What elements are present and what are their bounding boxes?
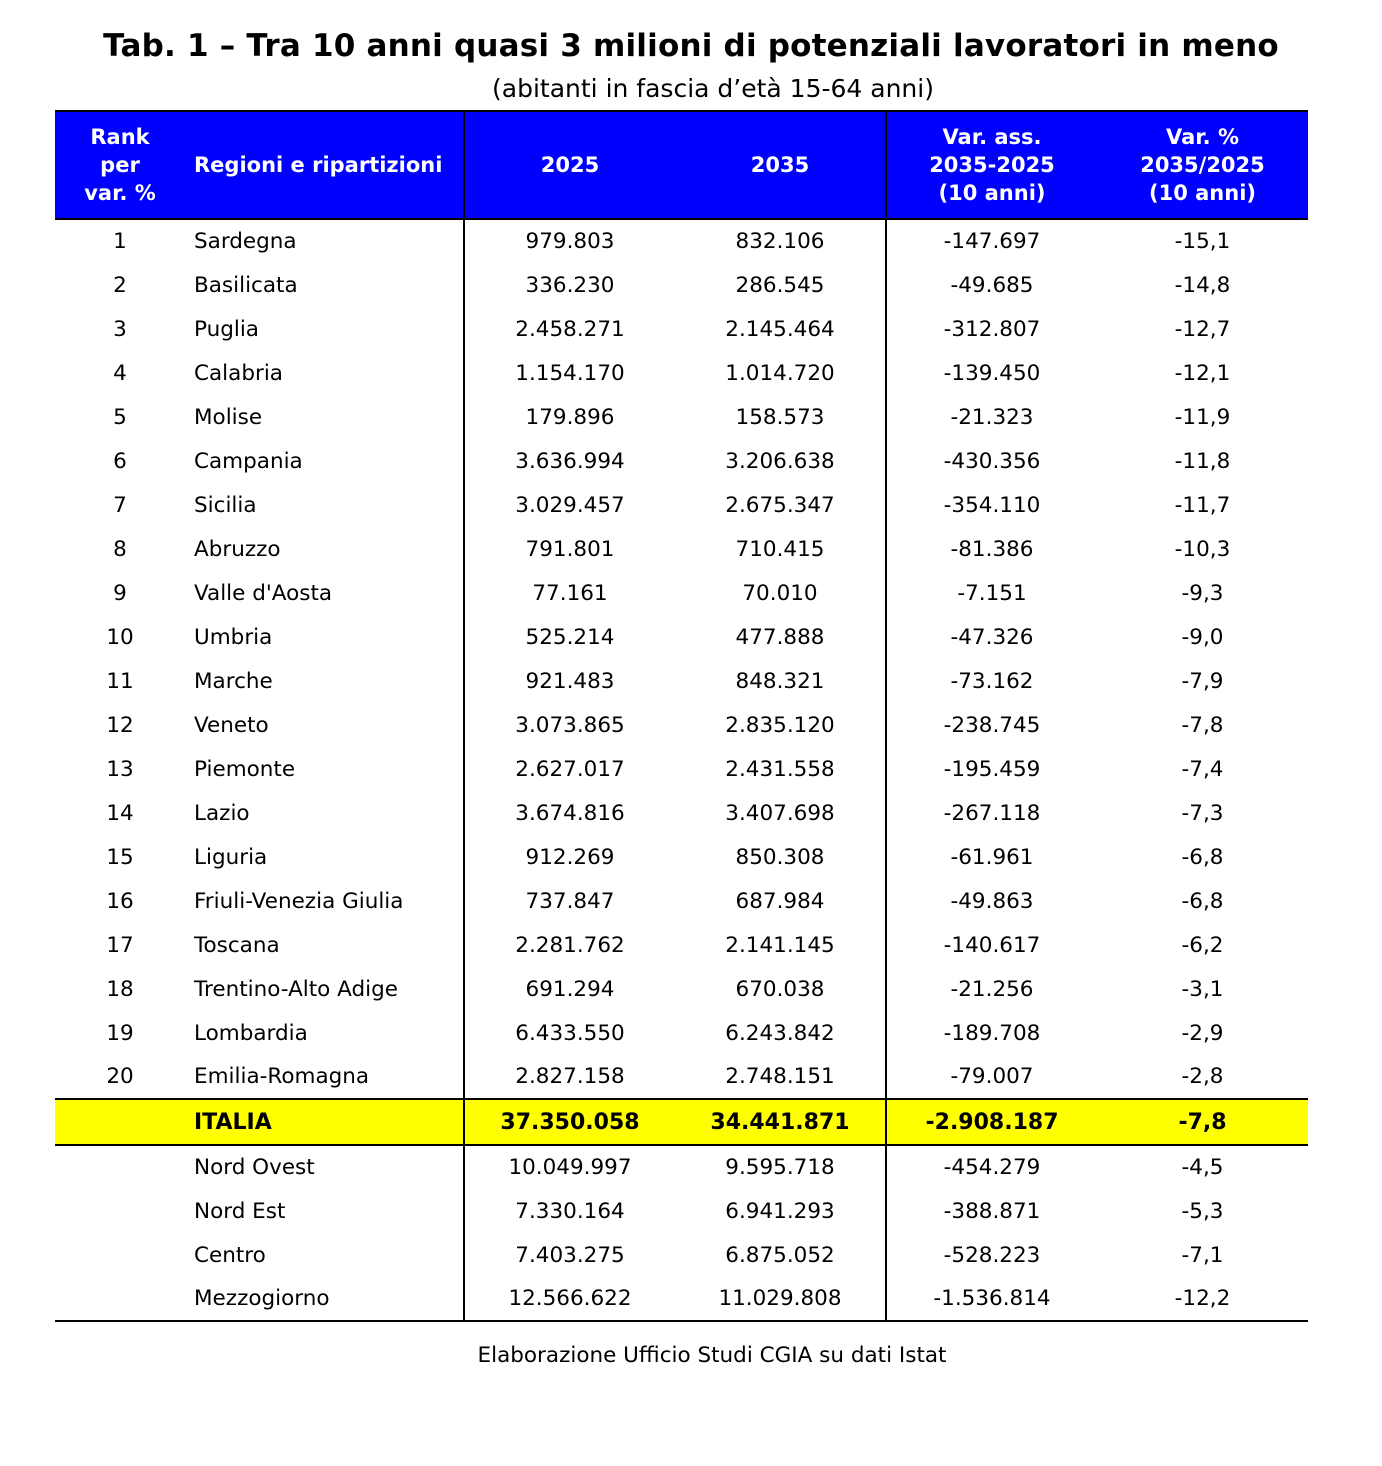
- var-abs-cell: -147.697: [943, 229, 1041, 254]
- value-2025-cell: 912.269: [525, 844, 615, 870]
- region-cell: Puglia: [185, 307, 464, 351]
- var-pct-cell: -11,7: [1174, 492, 1231, 518]
- table-row: [55, 1055, 1308, 1099]
- var-pct-cell: -6,8: [1181, 888, 1224, 914]
- value-2025-cell: 77.161: [532, 580, 608, 606]
- region-cell: Molise: [185, 395, 464, 439]
- value-2035-cell: 3.206.638: [675, 439, 886, 483]
- var-abs-cell: -454.279: [943, 1155, 1041, 1180]
- rank-cell: [55, 1189, 185, 1233]
- region-cell: Veneto: [185, 703, 464, 747]
- value-2035-cell: 1.014.720: [675, 351, 886, 395]
- header-var-abs: [886, 111, 1097, 219]
- var-pct-cell: -6,8: [1181, 844, 1224, 870]
- region-cell: Nord Ovest: [185, 1145, 464, 1189]
- subtotal-row: [55, 1189, 1308, 1233]
- data-table: [55, 110, 1308, 1322]
- value-2025-cell: 921.483: [525, 668, 615, 694]
- header-var-abs-line2: 2035-2025: [929, 153, 1055, 177]
- var-abs-cell: -528.223: [943, 1242, 1041, 1268]
- rank-cell: 18: [106, 976, 134, 1002]
- rank-cell: 17: [106, 932, 134, 958]
- region-cell: Mezzogiorno: [185, 1277, 464, 1321]
- var-pct-cell: -11,9: [1174, 404, 1231, 430]
- var-pct-cell: -9,0: [1181, 624, 1224, 650]
- region-cell: Marche: [185, 659, 464, 703]
- var-pct-cell: -6,2: [1181, 932, 1224, 958]
- table-row: [55, 395, 1308, 439]
- value-2025-cell: 691.294: [525, 976, 615, 1002]
- header-var-pct-line1: Var. %: [1166, 125, 1239, 149]
- rank-cell: [55, 1233, 185, 1277]
- value-2025-cell: 2.627.017: [515, 756, 625, 782]
- rank-cell: 15: [106, 844, 134, 870]
- table-row: [55, 615, 1308, 659]
- var-abs-cell: -21.256: [950, 976, 1034, 1002]
- var-abs-cell: -7.151: [957, 580, 1027, 606]
- region-cell: Trentino-Alto Adige: [185, 967, 464, 1011]
- value-2025-cell: 3.029.457: [515, 492, 625, 518]
- var-abs-cell: -2.908.187: [886, 1099, 1097, 1145]
- var-pct-cell: -7,9: [1181, 668, 1224, 694]
- header-rank-line2: per: [100, 153, 140, 177]
- rank-cell: 16: [106, 888, 134, 914]
- var-abs-cell: -267.118: [943, 800, 1041, 826]
- table-row: [55, 791, 1308, 835]
- var-abs-cell: -81.386: [950, 536, 1034, 562]
- var-pct-cell: -2,8: [1181, 1064, 1224, 1089]
- region-cell: Sicilia: [185, 483, 464, 527]
- value-2035-cell: 850.308: [675, 835, 886, 879]
- var-pct-cell: -2,9: [1181, 1020, 1224, 1046]
- value-2025-cell: 7.403.275: [515, 1242, 625, 1268]
- var-abs-cell: -79.007: [950, 1064, 1034, 1089]
- value-2035-cell: 286.545: [675, 263, 886, 307]
- value-2035-cell: 687.984: [675, 879, 886, 923]
- source-note: Elaborazione Ufficio Studi CGIA su dati Istat: [477, 1343, 947, 1368]
- region-cell: Basilicata: [185, 263, 464, 307]
- var-pct-cell: -10,3: [1174, 536, 1231, 562]
- region-cell: Sardegna: [185, 219, 464, 263]
- value-2025-cell: 3.073.865: [515, 712, 625, 738]
- var-abs-cell: -49.685: [950, 272, 1034, 298]
- var-abs-cell: -61.961: [950, 844, 1034, 870]
- value-2025-cell: 3.636.994: [515, 448, 625, 474]
- value-2025-cell: 737.847: [525, 888, 615, 914]
- value-2035-cell: 670.038: [675, 967, 886, 1011]
- value-2025-cell: 6.433.550: [515, 1020, 625, 1046]
- subtotal-row: [55, 1233, 1308, 1277]
- table-row: [55, 263, 1308, 307]
- header-var-pct-line3: (10 anni): [1149, 181, 1256, 205]
- table-row: [55, 747, 1308, 791]
- rank-cell: 6: [113, 448, 127, 474]
- value-2035-cell: 9.595.718: [675, 1145, 886, 1189]
- rank-cell: [55, 1145, 185, 1189]
- var-pct-cell: -12,7: [1174, 316, 1231, 342]
- value-2025-cell: 179.896: [525, 404, 615, 430]
- table-row: [55, 307, 1308, 351]
- rank-cell: 20: [106, 1064, 134, 1089]
- region-cell: Campania: [185, 439, 464, 483]
- rank-cell: 2: [113, 272, 127, 298]
- total-row-italia: [55, 1099, 1308, 1145]
- value-2025-cell: 2.827.158: [515, 1064, 625, 1089]
- var-pct-cell: -5,3: [1181, 1198, 1224, 1224]
- table-row: [55, 439, 1308, 483]
- value-2025-cell: 7.330.164: [515, 1198, 625, 1224]
- value-2035-cell: 2.675.347: [675, 483, 886, 527]
- rank-cell: 9: [113, 580, 127, 606]
- var-abs-cell: -21.323: [950, 404, 1034, 430]
- region-cell: Toscana: [185, 923, 464, 967]
- value-2035-cell: 158.573: [675, 395, 886, 439]
- rank-cell: 5: [113, 404, 127, 430]
- rank-cell: 11: [106, 668, 134, 694]
- region-cell: Centro: [185, 1233, 464, 1277]
- value-2035-cell: 832.106: [675, 219, 886, 263]
- value-2025-cell: 2.281.762: [515, 932, 625, 958]
- value-2025-cell: 979.803: [525, 229, 615, 254]
- table-row: [55, 659, 1308, 703]
- value-2035-cell: 3.407.698: [675, 791, 886, 835]
- header-2025: 2025: [464, 111, 675, 219]
- rank-cell: 7: [113, 492, 127, 518]
- header-row: [55, 111, 1308, 219]
- var-abs-cell: -354.110: [943, 492, 1041, 518]
- header-rank-line3: var. %: [84, 181, 156, 205]
- value-2035-cell: 6.243.842: [675, 1011, 886, 1055]
- header-region: Regioni e ripartizioni: [185, 111, 464, 219]
- region-cell: Liguria: [185, 835, 464, 879]
- header-2035: 2035: [675, 111, 886, 219]
- header-var-abs-line1: Var. ass.: [942, 125, 1042, 149]
- region-cell: Piemonte: [185, 747, 464, 791]
- table-body: [55, 219, 1308, 1321]
- value-2035-cell: 6.875.052: [675, 1233, 886, 1277]
- table-row: [55, 219, 1308, 263]
- table-row: [55, 571, 1308, 615]
- rank-cell: 14: [106, 800, 134, 826]
- value-2025-cell: 12.566.622: [464, 1277, 675, 1321]
- value-2025-cell: 3.674.816: [515, 800, 625, 826]
- header-var-pct-line2: 2035/2025: [1140, 153, 1265, 177]
- header-var-pct: [1097, 111, 1308, 219]
- region-cell: Abruzzo: [185, 527, 464, 571]
- region-cell: Nord Est: [185, 1189, 464, 1233]
- value-2025-cell: 2.458.271: [515, 316, 625, 342]
- table-row: [55, 703, 1308, 747]
- table-row: [55, 483, 1308, 527]
- region-cell: ITALIA: [185, 1099, 464, 1145]
- var-pct-cell: -4,5: [1181, 1155, 1224, 1180]
- header-rank-line1: Rank: [90, 125, 150, 149]
- rank-cell: 10: [106, 624, 134, 650]
- table-subtitle: (abitanti in fascia d’età 15-64 anni): [492, 74, 934, 103]
- value-2035-cell: 34.441.871: [675, 1099, 886, 1145]
- var-pct-cell: -9,3: [1181, 580, 1224, 606]
- var-abs-cell: -312.807: [943, 316, 1041, 342]
- var-pct-cell: -7,8: [1097, 1099, 1308, 1145]
- var-pct-cell: -3,1: [1181, 976, 1224, 1002]
- rank-cell: 4: [113, 360, 127, 386]
- table-row: [55, 967, 1308, 1011]
- rank-cell: 8: [113, 536, 127, 562]
- header-rank: [55, 111, 185, 219]
- var-pct-cell: -14,8: [1174, 272, 1231, 298]
- value-2025-cell: 791.801: [525, 536, 615, 562]
- region-cell: Umbria: [185, 615, 464, 659]
- table-row: [55, 351, 1308, 395]
- var-abs-cell: -140.617: [943, 932, 1041, 958]
- rank-cell: 13: [106, 756, 134, 782]
- var-pct-cell: -7,1: [1181, 1242, 1224, 1268]
- table-title: Tab. 1 – Tra 10 anni quasi 3 milioni di potenziali lavoratori in meno: [103, 28, 1279, 64]
- var-pct-cell: -11,8: [1174, 448, 1231, 474]
- var-abs-cell: -238.745: [943, 712, 1041, 738]
- value-2035-cell: 2.431.558: [675, 747, 886, 791]
- rank-cell: 12: [106, 712, 134, 738]
- region-cell: Friuli-Venezia Giulia: [185, 879, 464, 923]
- rank-cell: [55, 1099, 185, 1145]
- var-abs-cell: -47.326: [950, 624, 1034, 650]
- rank-cell: [55, 1277, 185, 1321]
- var-abs-cell: -189.708: [943, 1020, 1041, 1046]
- region-cell: Lombardia: [185, 1011, 464, 1055]
- var-pct-cell: -7,4: [1181, 756, 1224, 782]
- value-2035-cell: 848.321: [675, 659, 886, 703]
- value-2025-cell: 336.230: [525, 272, 615, 298]
- rank-cell: 1: [113, 229, 127, 254]
- rank-cell: 19: [106, 1020, 134, 1046]
- value-2035-cell: 2.145.464: [675, 307, 886, 351]
- value-2035-cell: 11.029.808: [675, 1277, 886, 1321]
- table-row: [55, 1011, 1308, 1055]
- header-var-abs-line3: (10 anni): [938, 181, 1046, 205]
- value-2025-cell: 1.154.170: [515, 360, 625, 386]
- var-pct-cell: -7,8: [1181, 712, 1224, 738]
- table-row: [55, 879, 1308, 923]
- value-2035-cell: 2.141.145: [675, 923, 886, 967]
- table-row: [55, 527, 1308, 571]
- var-pct-cell: -7,3: [1181, 800, 1224, 826]
- value-2035-cell: 2.835.120: [675, 703, 886, 747]
- var-abs-cell: -139.450: [943, 360, 1041, 386]
- rank-cell: 3: [113, 316, 127, 342]
- region-cell: Emilia-Romagna: [185, 1055, 464, 1099]
- var-pct-cell: -12,1: [1174, 360, 1231, 386]
- value-2035-cell: 710.415: [675, 527, 886, 571]
- value-2035-cell: 70.010: [675, 571, 886, 615]
- value-2025-cell: 10.049.997: [508, 1155, 632, 1180]
- subtotal-row: [55, 1145, 1308, 1189]
- var-abs-cell: -73.162: [950, 668, 1034, 694]
- value-2035-cell: 477.888: [675, 615, 886, 659]
- region-cell: Lazio: [185, 791, 464, 835]
- table-header: [55, 111, 1308, 219]
- var-pct-cell: -15,1: [1174, 229, 1231, 254]
- value-2035-cell: 2.748.151: [675, 1055, 886, 1099]
- var-abs-cell: -195.459: [943, 756, 1041, 782]
- var-abs-cell: -1.536.814: [886, 1277, 1097, 1321]
- table-row: [55, 835, 1308, 879]
- region-cell: Valle d'Aosta: [185, 571, 464, 615]
- var-abs-cell: -49.863: [950, 888, 1034, 914]
- value-2035-cell: 6.941.293: [675, 1189, 886, 1233]
- value-2025-cell: 37.350.058: [464, 1099, 675, 1145]
- region-cell: Calabria: [185, 351, 464, 395]
- var-abs-cell: -430.356: [943, 448, 1041, 474]
- subtotal-row: [55, 1277, 1308, 1321]
- var-pct-cell: -12,2: [1097, 1277, 1308, 1321]
- table-row: [55, 923, 1308, 967]
- value-2025-cell: 525.214: [525, 624, 615, 650]
- var-abs-cell: -388.871: [943, 1198, 1041, 1224]
